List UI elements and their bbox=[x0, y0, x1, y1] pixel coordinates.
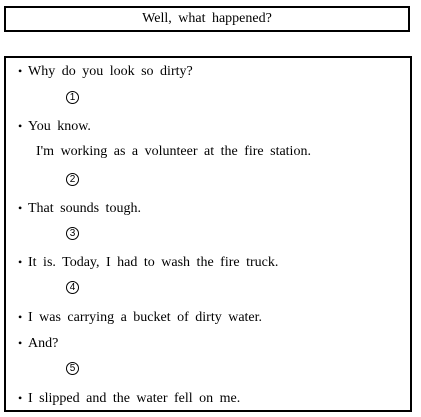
line-text: I'm working as a volunteer at the fire station. bbox=[36, 144, 311, 159]
blank-marker-4: 4 bbox=[66, 281, 79, 294]
line-text: You know. bbox=[28, 119, 91, 134]
blank-marker-5: 5 bbox=[66, 362, 79, 375]
dialogue-line bbox=[18, 63, 193, 80]
dialogue-line bbox=[18, 254, 278, 271]
line-text: That sounds tough. bbox=[28, 201, 141, 216]
given-sentence-box bbox=[4, 6, 410, 32]
line-text: Why do you look so dirty? bbox=[28, 64, 193, 79]
bullet-icon: • bbox=[18, 201, 23, 215]
blank-marker-2: 2 bbox=[66, 173, 79, 186]
bullet-icon: • bbox=[18, 119, 23, 133]
line-text: It is. Today, I had to wash the fire truck. bbox=[28, 255, 279, 270]
bullet-icon: • bbox=[18, 391, 23, 405]
dialogue-line bbox=[18, 118, 91, 135]
dialogue-line bbox=[18, 309, 262, 326]
dialogue-line bbox=[18, 200, 141, 217]
dialogue-line-continuation bbox=[36, 144, 311, 160]
bullet-icon: • bbox=[18, 255, 23, 269]
bullet-icon: • bbox=[18, 336, 23, 350]
dialogue-line bbox=[18, 390, 240, 407]
dialogue-box bbox=[4, 56, 412, 412]
line-text: And? bbox=[28, 336, 59, 351]
blank-marker-3: 3 bbox=[66, 227, 79, 240]
given-sentence: Well, what happened? bbox=[142, 11, 272, 26]
bullet-icon: • bbox=[18, 64, 23, 78]
line-text: I slipped and the water fell on me. bbox=[28, 391, 241, 406]
blank-marker-1: 1 bbox=[66, 91, 79, 104]
bullet-icon: • bbox=[18, 310, 23, 324]
dialogue-line bbox=[18, 335, 58, 352]
line-text: I was carrying a bucket of dirty water. bbox=[28, 310, 263, 325]
